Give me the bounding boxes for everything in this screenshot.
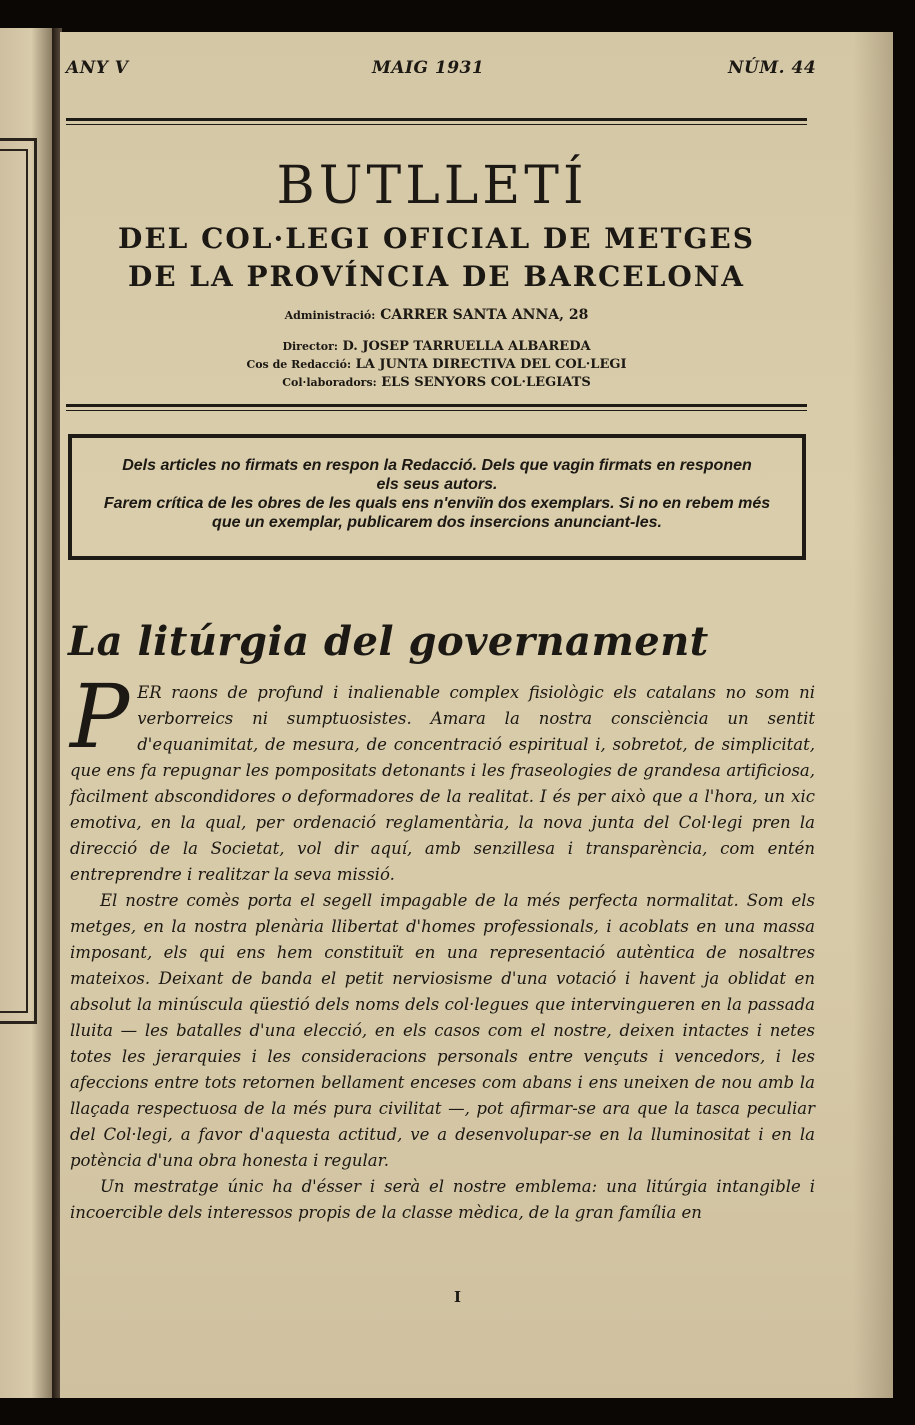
adjacent-page-border-frame <box>0 138 37 1024</box>
collaborators-value: ELS SENYORS COL·LEGIATS <box>381 375 591 390</box>
masthead-rule-bottom <box>66 404 807 407</box>
article-title: La litúrgia del governament <box>68 618 709 665</box>
paragraph-1-text: ER raons de profund i inalienable complex fisiològic els catalans no som ni verborreics ni sumptuosistes. Amara la nostra consciència un sentit d'equanimitat, de mesura, de concentració espiritual i, sobretot, de simplicitat, que ens fa repugnar les pompositats detonants i les fraseologies de grandesa artificiosa, fàcilment abscondidores o deformadores de la realitat. I és per això que a l'hora, un xic emotiva, en la qual, per ordenació reglamentària, la nova junta del Col·legi pren la direcció de la Societat, vol dir aquí, amb senzillesa i transparència, com entén entreprendre i realitzar la seva missió. <box>70 683 815 884</box>
page-edge-shade <box>853 32 893 1398</box>
editorial-notice-box <box>68 434 806 560</box>
header-rule-top <box>66 118 807 121</box>
administration-line <box>66 306 807 325</box>
drop-cap: P <box>70 665 130 768</box>
collaborators-line <box>66 374 807 392</box>
editorial-line <box>66 356 807 374</box>
masthead-subtitle-1: DEL COL·LEGI OFICIAL DE METGES <box>118 222 755 255</box>
notice-line-2: els seus autors. <box>376 476 498 493</box>
director-line <box>66 338 807 356</box>
issue-year: ANY V <box>66 58 129 78</box>
article-paragraph-1 <box>70 665 815 888</box>
administration-label: Administració: <box>284 309 376 322</box>
header-rule-top-thin <box>66 124 807 125</box>
issue-number: NÚM. 44 <box>728 58 817 78</box>
masthead-rule-bottom-thin <box>66 410 807 411</box>
page-number: I <box>453 1288 462 1306</box>
administration-value: CARRER SANTA ANNA, 28 <box>380 307 589 323</box>
collaborators-label: Col·laboradors: <box>282 376 377 389</box>
editorial-label: Cos de Redacció: <box>246 358 352 371</box>
masthead-title: BUTLLETÍ <box>276 156 588 216</box>
adjacent-page-edge <box>0 28 55 1398</box>
notice-line-4: que un exemplar, publicarem dos insercions anunciant-les. <box>212 514 662 531</box>
notice-line-1: Dels articles no firmats en respon la Redacció. Dels que vagin firmats en responen <box>122 457 752 474</box>
editorial-value: LA JUNTA DIRECTIVA DEL COL·LEGI <box>355 357 627 372</box>
director-label: Director: <box>282 340 338 353</box>
notice-line-3: Farem crítica de les obres de les quals ens n'enviïn dos exemplars. Si no en rebem més <box>103 495 771 512</box>
article-body <box>70 665 815 1226</box>
masthead-subtitle-2: DE LA PROVÍNCIA DE BARCELONA <box>127 260 746 293</box>
issue-date: MAIG 1931 <box>372 58 485 78</box>
article-paragraph-3: Un mestratge únic ha d'ésser i serà el nostre emblema: una litúrgia intangible i incoercible dels interessos propis de la classe mèdica, de la gran família en <box>70 1177 815 1222</box>
article-paragraph-2: El nostre comès porta el segell impagable de la més perfecta normalitat. Som els metges, en la nostra plenària llibertat d'homes professionals, i acoblats en una massa imposant, els qui ens hem constituït en una representació autèntica de nosaltres mateixos. Deixant de banda el petit nerviosisme d'una votació i havent ja oblidat en absolut la minúscula qüestió dels noms dels col·legues que intervingueren en la passada lluita — les batalles d'una elecció, en els casos com el nostre, deixen intactes i netes totes les jerarquies i les consideracions personals entre vençuts i vencedors, i les afeccions entre tots retornen bellament enceses com abans i ens uneixen de nou amb la llaçada respectuosa de la més pura civilitat —, pot afirmar-se ara que la tasca peculiar del Col·legi, a favor d'aquesta actitud, ve a desenvolupar-se en la lluminositat i en la potència d'una obra honesta i regular. <box>70 891 815 1170</box>
director-value: D. JOSEP TARRUELLA ALBAREDA <box>342 339 591 354</box>
